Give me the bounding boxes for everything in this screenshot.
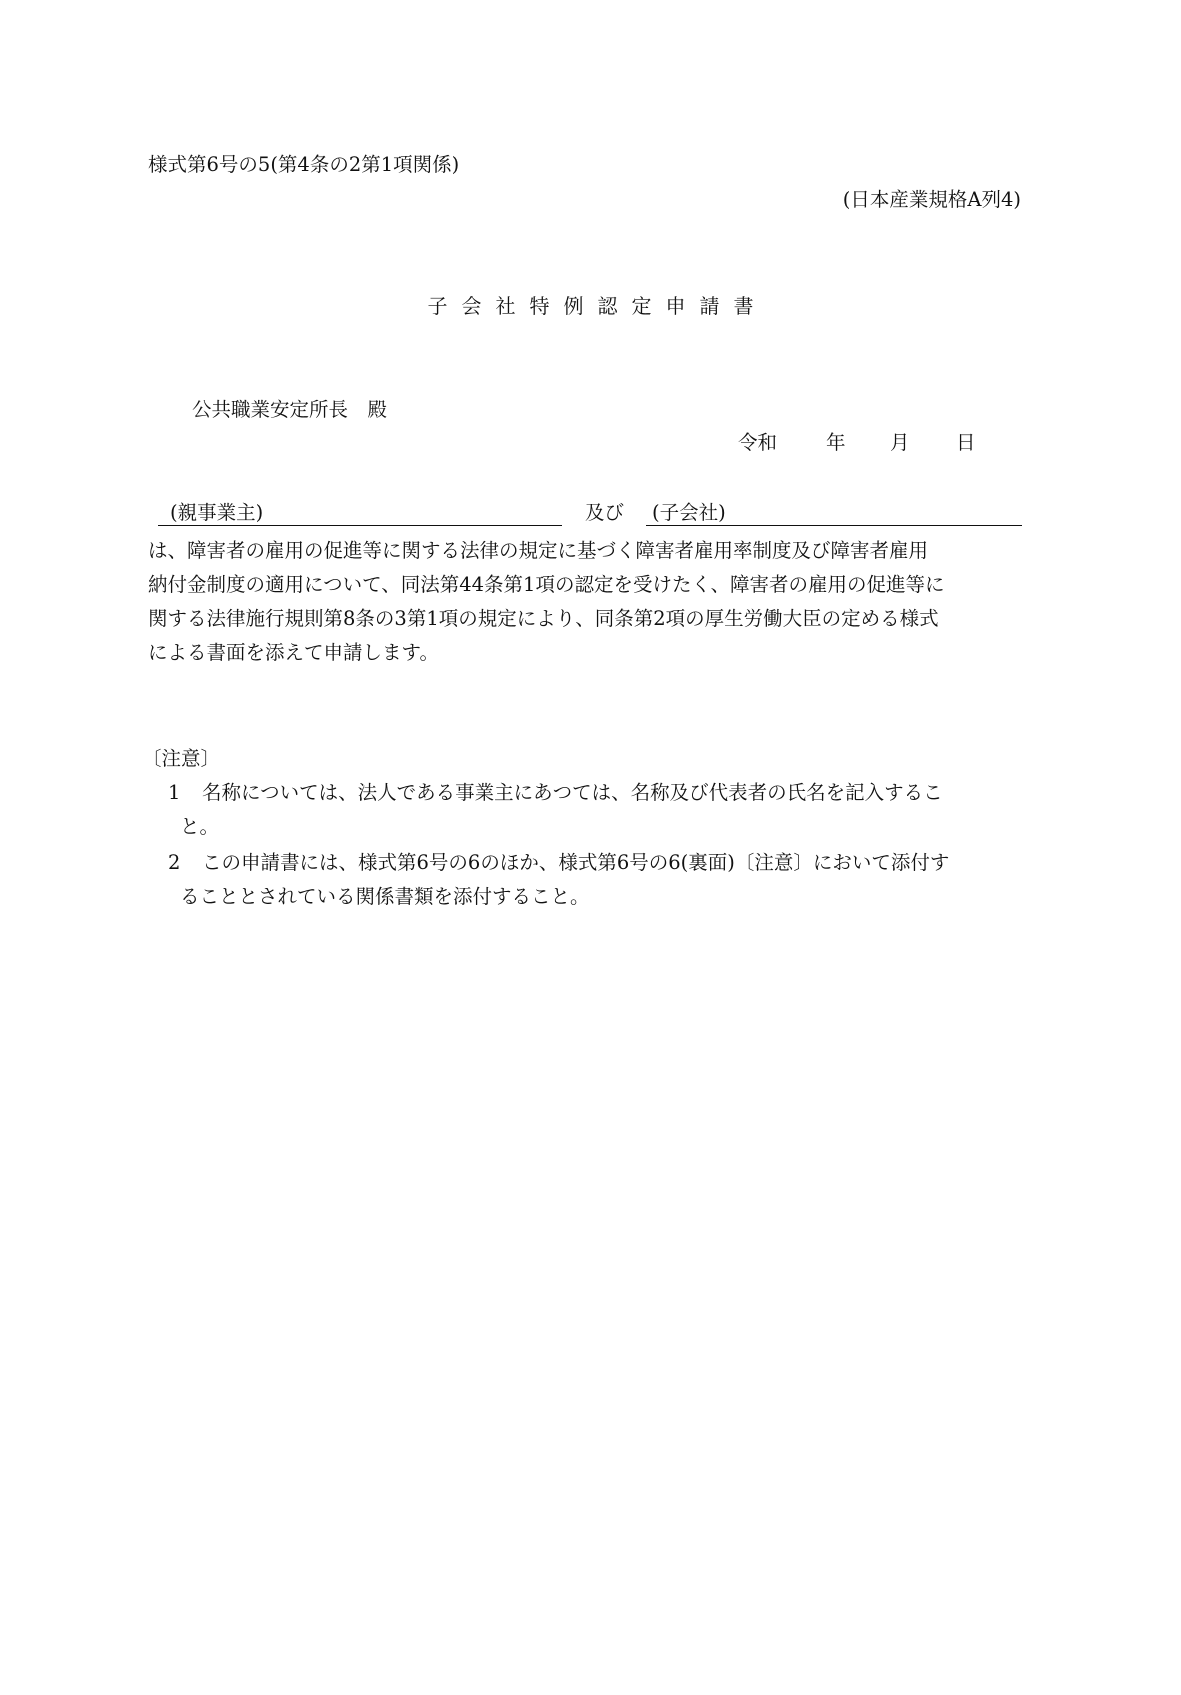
application-body <box>148 534 1028 670</box>
notes-heading: 〔注意〕 <box>142 747 221 770</box>
paper-size-note: (日本産業規格A列4) <box>842 188 1021 211</box>
body-line: による書面を添えて申請します。 <box>148 641 439 664</box>
body-line: 関する法律施行規則第8条の3第1項の規定により、同条第2項の厚生労働大臣の定める様式 <box>148 607 939 630</box>
note-text-continued: ることとされている関係書類を添付すること。 <box>180 885 590 908</box>
note-text-continued: と。 <box>180 815 220 838</box>
parent-employer-field[interactable] <box>158 525 562 526</box>
date-era: 令和 <box>738 431 778 454</box>
document-title: 子会社特例認定申請書 <box>427 294 768 318</box>
subsidiary-field[interactable] <box>646 525 1022 526</box>
note-item <box>168 846 1030 914</box>
subsidiary-label: (子会社) <box>652 501 726 524</box>
parent-employer-label: (親事業主) <box>170 501 264 524</box>
body-line: は、障害者の雇用の促進等に関する法律の規定に基づく障害者雇用率制度及び障害者雇用 <box>148 539 929 562</box>
conjunction-text: 及び <box>585 501 625 524</box>
note-item <box>168 776 1030 844</box>
addressee: 公共職業安定所長 殿 <box>192 398 388 421</box>
note-text: この申請書には、様式第6号の6のほか、様式第6号の6(裏面)〔注意〕において添付す <box>202 851 950 874</box>
form-number: 様式第6号の5(第4条の2第1項関係) <box>148 153 460 176</box>
date-month-label: 月 <box>890 431 910 454</box>
note-text: 名称については、法人である事業主にあつては、名称及び代表者の氏名を記入するこ <box>202 781 943 804</box>
date-row <box>738 430 978 456</box>
note-number: 2 <box>168 851 181 874</box>
body-line: 納付金制度の適用について、同法第44条第1項の認定を受けたく、障害者の雇用の促進等に <box>148 573 945 596</box>
note-number: 1 <box>168 781 181 804</box>
date-year-label: 年 <box>826 431 846 454</box>
date-day-label: 日 <box>956 431 976 454</box>
